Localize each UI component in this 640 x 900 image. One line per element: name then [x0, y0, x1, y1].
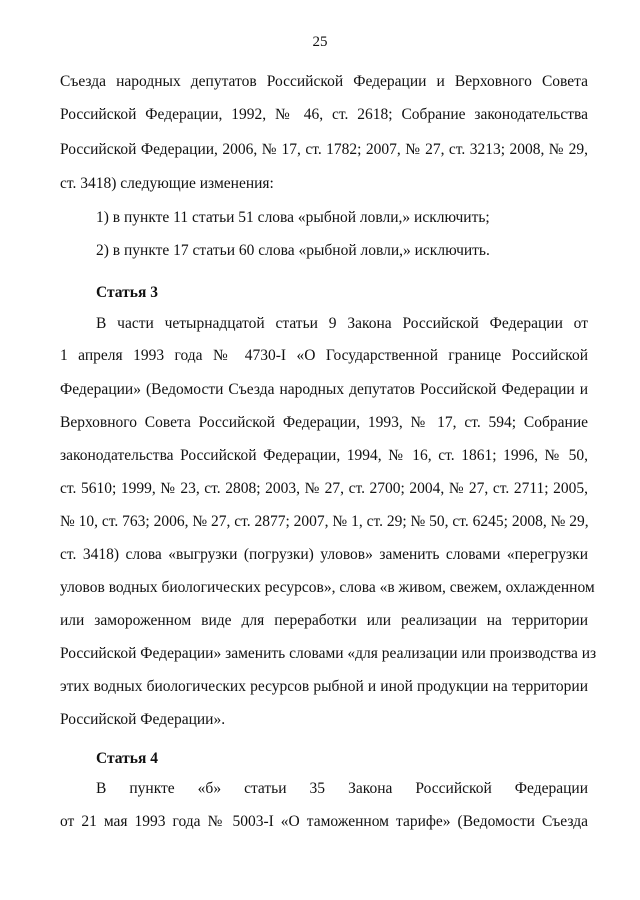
text-line: уловов водных биологических ресурсов», слова «в живом, свежем, охлажденном: [60, 579, 595, 596]
text-line: Российской Федерации» заменить словами «для реализации или производства из: [60, 645, 597, 662]
text-line: ст. 3418) слова «выгрузки (погрузки) уловов» заменить словами «перегрузки: [60, 546, 588, 563]
text-line: № 10, ст. 763; 2006, № 27, ст. 2877; 2007, № 1, ст. 29; № 50, ст. 6245; 2008, № 29,: [60, 513, 589, 530]
text-line: В части четырнадцатой статьи 9 Закона Российской Федерации от: [96, 315, 588, 332]
page-number: 25: [312, 34, 328, 50]
text-line: 1 апреля 1993 года № 4730-I «О Государственной границе Российской: [60, 347, 588, 364]
text-line: Съезда народных депутатов Российской Федерации и Верховного Совета: [60, 73, 588, 90]
text-line: Верховного Совета Российской Федерации, 1993, № 17, ст. 594; Собрание: [60, 414, 588, 431]
text-line: законодательства Российской Федерации, 1994, № 16, ст. 1861; 1996, № 50,: [60, 447, 588, 464]
section-heading: Статья 4: [96, 750, 158, 767]
text-line: В пункте «б» статьи 35 Закона Российской Федерации: [96, 780, 588, 797]
text-line: или замороженном виде для переработки или реализации на территории: [60, 612, 588, 629]
text-line: от 21 мая 1993 года № 5003-I «О таможенном тарифе» (Ведомости Съезда: [60, 813, 588, 830]
text-line: ст. 3418) следующие изменения:: [60, 175, 274, 192]
text-line: ст. 5610; 1999, № 23, ст. 2808; 2003, № 27, ст. 2700; 2004, № 27, ст. 2711; 2005,: [60, 480, 588, 497]
text-line: Федерации» (Ведомости Съезда народных депутатов Российской Федерации и: [60, 381, 588, 398]
text-line: Российской Федерации, 1992, № 46, ст. 2618; Собрание законодательства: [60, 106, 588, 123]
text-line: Российской Федерации».: [60, 711, 226, 728]
section-heading: Статья 3: [96, 284, 158, 301]
text-line: этих водных биологических ресурсов рыбной и иной продукции на территории: [60, 678, 588, 695]
text-line: Российской Федерации, 2006, № 17, ст. 1782; 2007, № 27, ст. 3213; 2008, № 29,: [60, 141, 588, 158]
list-item: 1) в пункте 11 статьи 51 слова «рыбной ловли,» исключить;: [96, 209, 490, 226]
list-item: 2) в пункте 17 статьи 60 слова «рыбной ловли,» исключить.: [96, 242, 490, 259]
